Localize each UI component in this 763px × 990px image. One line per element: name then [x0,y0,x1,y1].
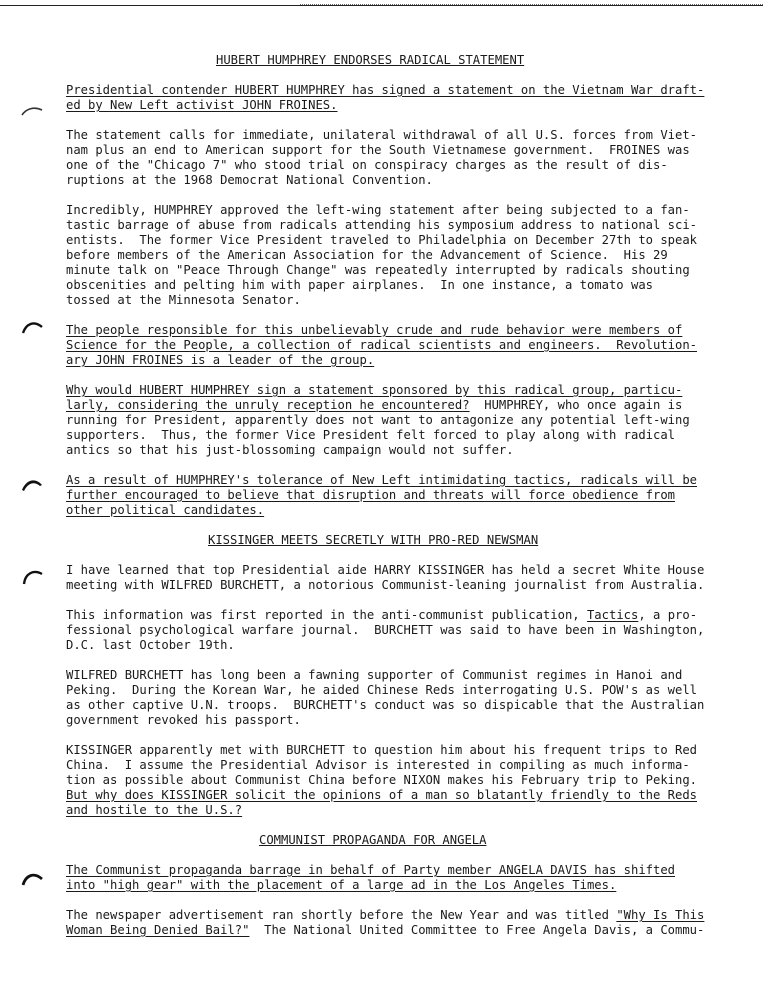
text-line: minute talk on "Peace Through Change" was repeatedly interrupted by radicals shouting [66,263,690,277]
margin-mark-4-icon [20,566,44,582]
text-line: as other captive U.N. troops. BURCHETT's conduct was so dispicable that the Australian [66,698,705,712]
text-line: nam plus an end to American support for the South Vietnamese government. FROINES was [66,143,690,157]
text-line-mixed [66,908,704,923]
text-line: Science for the People, a collection of radical scientists and engineers. Revolution- [66,338,698,352]
text-line: one of the "Chicago 7" who stood trial on conspiracy charges as the result of dis- [66,158,668,172]
text-line: antics so that his just-blossoming campaign would not suffer. [66,443,514,457]
text-line: running for President, apparently does not want to antagonize any potential left-wing [66,413,690,427]
text-line: China. I assume the Presidential Advisor is interested in compiling as much informa- [66,758,690,772]
text-line: The Communist propaganda barrage in behalf of Party member ANGELA DAVIS has shifted [66,863,676,877]
margin-mark-5-icon [20,870,44,886]
text-line: Incredibly, HUMPHREY approved the left-wing statement after being subjected to a fan- [66,203,690,217]
text-line: government revoked his passport. [66,713,301,727]
margin-mark-1-icon [20,102,44,118]
text-line: The statement calls for immediate, unilateral withdrawal of all U.S. forces from Viet- [66,128,698,142]
text-segment: The newspaper advertisement ran shortly before the New Year and was titled [66,908,617,922]
publication-title: Tactics [586,608,639,622]
heading-angela: COMMUNIST PROPAGANDA FOR ANGELA [259,833,487,847]
text-segment: larly, considering the unruly reception he encountered? [66,398,470,412]
text-line: ruptions at the 1968 Democrat National Convention. [66,173,433,187]
text-segment: HUMPHREY, who once again is [469,398,683,412]
heading-kissinger: KISSINGER MEETS SECRETLY WITH PRO-RED NEWSMAN [208,533,539,547]
text-segment: This information was first reported in the anti-communist publication, [66,608,587,622]
text-line-mixed [66,398,682,413]
text-line: tastic barrage of abuse from radicals attending his symposium address to national sci- [66,218,698,232]
text-segment: The National United Committee to Free Angela Davis, a Commu- [249,923,705,937]
text-line: As a result of HUMPHREY's tolerance of New Left intimidating tactics, radicals will be [66,473,698,487]
text-line: The people responsible for this unbelievably crude and rude behavior were members of [66,323,683,337]
text-segment: , a pro- [638,608,698,622]
margin-mark-2-icon [20,318,44,334]
text-line: fessional psychological warfare journal. BURCHETT was said to have been in Washington, [66,623,705,637]
text-line: other political candidates. [66,503,265,517]
text-line: before members of the American Association for the Advancement of Science. His 29 [66,248,668,262]
text-line: KISSINGER apparently met with BURCHETT to question him about his frequent trips to Red [66,743,698,757]
text-line: Why would HUBERT HUMPHREY sign a statement sponsored by this radical group, particu- [66,383,683,397]
text-line-mixed [66,608,697,623]
text-line: Peking. During the Korean War, he aided Chinese Reds interrogating U.S. POW's as well [66,683,698,697]
margin-mark-3-icon [20,476,44,492]
text-line: I have learned that top Presidential aide HARRY KISSINGER has held a secret White House [66,563,705,577]
text-line: further encouraged to believe that disruption and threats will force obedience from [66,488,676,502]
text-line: Presidential contender HUBERT HUMPHREY has signed a statement on the Vietnam War draft- [66,83,705,97]
text-line: But why does KISSINGER solicit the opinions of a man so blatantly friendly to the Reds [66,788,698,802]
text-line: entists. The former Vice President traveled to Philadelphia on December 27th to speak [66,233,698,247]
ad-title: "Why Is This [616,908,705,922]
heading-humphrey: HUBERT HUMPHREY ENDORSES RADICAL STATEMENT [216,53,525,67]
text-line: supporters. Thus, the former Vice President felt forced to play along with radical [66,428,676,442]
text-line: into "high gear" with the placement of a large ad in the Los Angeles Times. [66,878,617,892]
text-line: ed by New Left activist JOHN FROINES. [66,98,338,112]
text-line: WILFRED BURCHETT has long been a fawning supporter of Communist regimes in Hanoi and [66,668,683,682]
text-line: tion as possible about Communist China before NIXON makes his February trip to Peking. [66,773,698,787]
text-line: tossed at the Minnesota Senator. [66,293,301,307]
text-line-mixed [66,923,704,938]
text-line: ary JOHN FROINES is a leader of the group. [66,353,375,367]
text-line: obscenities and pelting him with paper airplanes. In one instance, a tomato was [66,278,653,292]
text-line: D.C. last October 19th. [66,638,235,652]
text-line: and hostile to the U.S.? [66,803,243,817]
ad-title: Woman Being Denied Bail?" [66,923,250,937]
top-rule [0,5,763,6]
text-line: meeting with WILFRED BURCHETT, a notorious Communist-leaning journalist from Australia. [66,578,705,592]
